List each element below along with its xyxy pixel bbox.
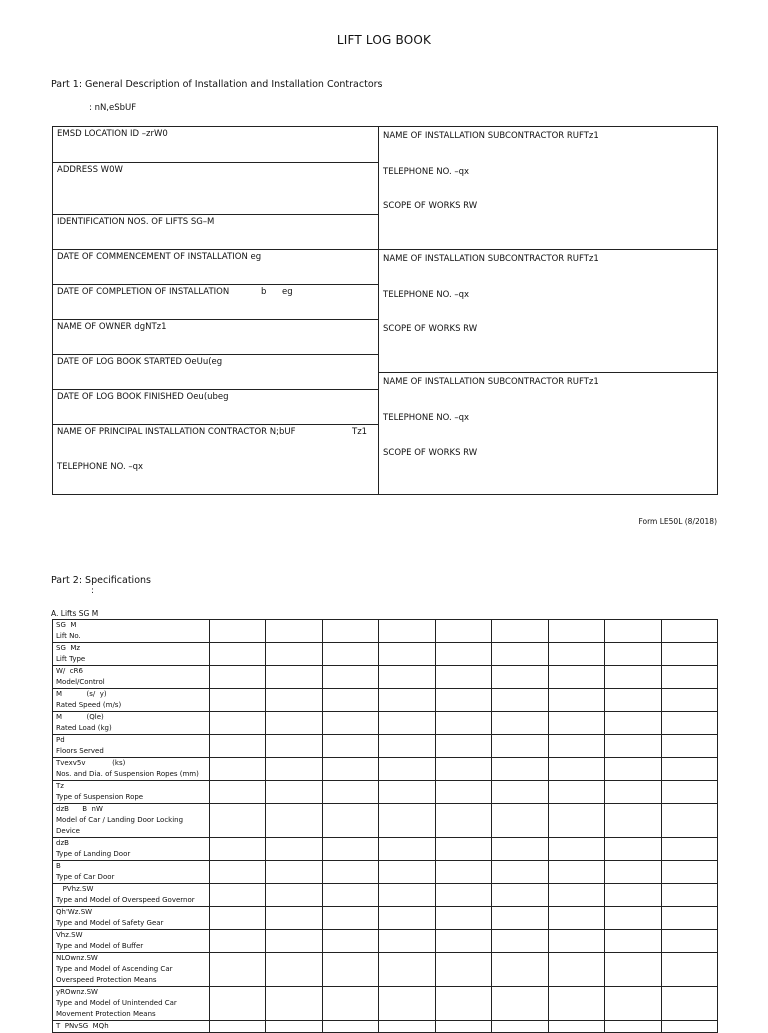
- spec-value-cell[interactable]: [322, 666, 378, 689]
- spec-value-cell[interactable]: [210, 907, 266, 930]
- spec-value-cell[interactable]: [605, 838, 661, 861]
- spec-value-cell[interactable]: [605, 861, 661, 884]
- spec-value-cell[interactable]: [322, 735, 378, 758]
- spec-label-cell: [53, 735, 210, 758]
- spec-value-cell[interactable]: [266, 953, 322, 987]
- completion-b: b: [261, 287, 267, 297]
- column-divider: [378, 127, 379, 494]
- spec-label-en: Nos. and Dia. of Suspension Ropes (mm): [56, 770, 199, 778]
- spec-label-zh: Tz: [56, 782, 64, 790]
- spec-value-cell[interactable]: [379, 666, 435, 689]
- spec-value-cell[interactable]: [266, 804, 322, 838]
- spec-value-cell[interactable]: [379, 907, 435, 930]
- row-divider: [53, 284, 378, 285]
- completion-label: DATE OF COMPLETION OF INSTALLATION: [57, 287, 230, 297]
- spec-value-cell[interactable]: [661, 838, 718, 861]
- spec-label-cell: [53, 884, 210, 907]
- spec-label-cell: [53, 781, 210, 804]
- spec-value-cell[interactable]: [492, 620, 548, 643]
- spec-value-cell[interactable]: [435, 781, 491, 804]
- spec-value-cell[interactable]: [492, 735, 548, 758]
- spec-value-cell[interactable]: [661, 735, 718, 758]
- table-row: [53, 620, 718, 643]
- address-label: ADDRESS W0W: [57, 165, 123, 175]
- spec-label-en: Type of Landing Door: [56, 850, 131, 858]
- spec-value-cell[interactable]: [266, 838, 322, 861]
- spec-value-cell[interactable]: [661, 987, 718, 1021]
- spec-value-cell[interactable]: [492, 666, 548, 689]
- spec-value-cell[interactable]: [435, 643, 491, 666]
- spec-value-cell[interactable]: [379, 804, 435, 838]
- spec-value-cell[interactable]: [379, 758, 435, 781]
- spec-value-cell[interactable]: [322, 987, 378, 1021]
- spec-value-cell[interactable]: [661, 884, 718, 907]
- spec-value-cell[interactable]: [605, 712, 661, 735]
- spec-value-cell[interactable]: [435, 987, 491, 1021]
- spec-value-cell[interactable]: [266, 735, 322, 758]
- spec-value-cell[interactable]: [379, 987, 435, 1021]
- spec-value-cell[interactable]: [210, 735, 266, 758]
- spec-value-cell[interactable]: [548, 930, 604, 953]
- spec-value-cell[interactable]: [661, 930, 718, 953]
- part2-subtitle: :: [91, 586, 94, 596]
- spec-value-cell[interactable]: [661, 1021, 718, 1033]
- spec-value-cell[interactable]: [266, 907, 322, 930]
- spec-label-zh: W/ cR6: [56, 667, 83, 675]
- spec-value-cell[interactable]: [492, 987, 548, 1021]
- spec-value-cell[interactable]: [379, 620, 435, 643]
- spec-label-cell: [53, 907, 210, 930]
- table-row: [53, 712, 718, 735]
- principal-contractor-label: NAME OF PRINCIPAL INSTALLATION CONTRACTOR N;bUF: [57, 427, 296, 437]
- spec-value-cell[interactable]: [548, 620, 604, 643]
- subcontractor-2-scope: SCOPE OF WORKS RW: [383, 324, 478, 334]
- table-row: [53, 781, 718, 804]
- table-row: [53, 907, 718, 930]
- spec-value-cell[interactable]: [548, 861, 604, 884]
- spec-label-cell: [53, 643, 210, 666]
- spec-value-cell[interactable]: [492, 953, 548, 987]
- spec-value-cell[interactable]: [492, 758, 548, 781]
- spec-value-cell[interactable]: [435, 712, 491, 735]
- subcontractor-2-name: NAME OF INSTALLATION SUBCONTRACTOR RUFTz1: [383, 254, 599, 264]
- spec-value-cell[interactable]: [266, 930, 322, 953]
- spec-value-cell[interactable]: [210, 838, 266, 861]
- spec-value-cell[interactable]: [492, 930, 548, 953]
- spec-value-cell[interactable]: [435, 838, 491, 861]
- spec-value-cell[interactable]: [379, 1021, 435, 1033]
- spec-value-cell[interactable]: [492, 712, 548, 735]
- spec-value-cell[interactable]: [266, 884, 322, 907]
- subcontractor-1-scope: SCOPE OF WORKS RW: [383, 201, 478, 211]
- spec-value-cell[interactable]: [661, 620, 718, 643]
- spec-label-cell: [53, 758, 210, 781]
- spec-label-zh: B: [56, 862, 61, 870]
- commencement-label: DATE OF COMMENCEMENT OF INSTALLATION eg: [57, 252, 262, 262]
- spec-value-cell[interactable]: [322, 907, 378, 930]
- spec-label-zh: Vhz.SW: [56, 931, 83, 939]
- spec-value-cell[interactable]: [266, 620, 322, 643]
- spec-value-cell[interactable]: [548, 689, 604, 712]
- spec-value-cell[interactable]: [210, 643, 266, 666]
- spec-label-en: Floors Served: [56, 747, 104, 755]
- subcontractor-3-scope: SCOPE OF WORKS RW: [383, 448, 478, 458]
- spec-value-cell[interactable]: [210, 689, 266, 712]
- spec-value-cell[interactable]: [379, 953, 435, 987]
- spec-label-en: Rated Load (kg): [56, 724, 112, 732]
- table-row: [53, 987, 718, 1021]
- table-row: [53, 930, 718, 953]
- spec-value-cell[interactable]: [210, 930, 266, 953]
- spec-value-cell[interactable]: [605, 884, 661, 907]
- spec-value-cell[interactable]: [266, 758, 322, 781]
- spec-label-cell: [53, 953, 210, 987]
- row-divider: [378, 249, 718, 250]
- spec-value-cell[interactable]: [435, 735, 491, 758]
- spec-label-en: Type of Suspension Rope: [56, 793, 144, 801]
- spec-value-cell[interactable]: [548, 884, 604, 907]
- spec-label-en: Type and Model of Ascending Car Overspeed Protection Means: [56, 965, 173, 984]
- spec-label-en: Rated Speed (m/s): [56, 701, 122, 709]
- spec-label-en: Model/Control: [56, 678, 105, 686]
- spec-label-zh: M (Qle): [56, 713, 104, 721]
- spec-value-cell[interactable]: [210, 804, 266, 838]
- row-divider: [53, 249, 378, 250]
- spec-value-cell[interactable]: [435, 953, 491, 987]
- spec-value-cell[interactable]: [266, 643, 322, 666]
- spec-value-cell[interactable]: [210, 666, 266, 689]
- spec-label-zh: NLOwnz.SW: [56, 954, 98, 962]
- row-divider: [53, 214, 378, 215]
- spec-label-cell: [53, 838, 210, 861]
- spec-value-cell[interactable]: [266, 781, 322, 804]
- spec-label-zh: Tvexv5v (ks): [56, 759, 126, 767]
- spec-value-cell[interactable]: [605, 735, 661, 758]
- spec-value-cell[interactable]: [322, 838, 378, 861]
- spec-value-cell[interactable]: [322, 689, 378, 712]
- row-divider: [378, 372, 718, 373]
- subcontractor-1-telephone: TELEPHONE NO. –qx: [383, 167, 470, 177]
- spec-value-cell[interactable]: [661, 804, 718, 838]
- spec-value-cell[interactable]: [661, 712, 718, 735]
- spec-value-cell[interactable]: [435, 907, 491, 930]
- spec-value-cell[interactable]: [322, 930, 378, 953]
- table-row: [53, 735, 718, 758]
- spec-value-cell[interactable]: [605, 1021, 661, 1033]
- spec-value-cell[interactable]: [548, 712, 604, 735]
- spec-value-cell[interactable]: [605, 930, 661, 953]
- spec-value-cell[interactable]: [605, 758, 661, 781]
- completion-eg: eg: [282, 287, 293, 297]
- form-code: Form LE50L (8/2018): [638, 517, 717, 526]
- spec-value-cell[interactable]: [379, 712, 435, 735]
- spec-label-zh: PVhz.SW: [56, 885, 94, 893]
- table-row: [53, 1021, 718, 1033]
- spec-value-cell[interactable]: [661, 689, 718, 712]
- emsd-location-label: EMSD LOCATION ID –zrW0: [57, 129, 168, 139]
- spec-value-cell[interactable]: [379, 689, 435, 712]
- spec-value-cell[interactable]: [435, 666, 491, 689]
- spec-value-cell[interactable]: [661, 953, 718, 987]
- part2-heading: Part 2: Specifications: [51, 575, 151, 586]
- table-row: [53, 838, 718, 861]
- spec-value-cell[interactable]: [266, 689, 322, 712]
- spec-label-cell: [53, 861, 210, 884]
- spec-value-cell[interactable]: [548, 953, 604, 987]
- lifts-section-label: A. Lifts SG M: [51, 609, 99, 618]
- spec-label-en: Lift No.: [56, 632, 81, 640]
- spec-label-cell: [53, 620, 210, 643]
- spec-value-cell[interactable]: [548, 781, 604, 804]
- spec-value-cell[interactable]: [210, 884, 266, 907]
- spec-label-zh: T PNvSG MQh: [56, 1022, 109, 1030]
- spec-label-zh: Qh'Wz.SW: [56, 908, 93, 916]
- spec-value-cell[interactable]: [322, 781, 378, 804]
- specifications-table: [52, 619, 718, 1033]
- spec-value-cell[interactable]: [379, 884, 435, 907]
- table-row: [53, 758, 718, 781]
- part1-subtitle: : nN,eSbUF: [89, 103, 137, 113]
- spec-value-cell[interactable]: [210, 620, 266, 643]
- logbook-started-label: DATE OF LOG BOOK STARTED OeUu(eg: [57, 357, 223, 367]
- spec-value-cell[interactable]: [322, 758, 378, 781]
- page-title: LIFT LOG BOOK: [336, 33, 432, 47]
- spec-value-cell[interactable]: [548, 1021, 604, 1033]
- spec-label-en: Model of Car / Landing Door Locking Device: [56, 816, 184, 835]
- spec-value-cell[interactable]: [605, 781, 661, 804]
- spec-label-cell: [53, 712, 210, 735]
- spec-value-cell[interactable]: [661, 666, 718, 689]
- spec-label-cell: [53, 930, 210, 953]
- spec-value-cell[interactable]: [435, 689, 491, 712]
- spec-value-cell[interactable]: [548, 758, 604, 781]
- part1-heading: Part 1: General Description of Installation and Installation Contractors: [51, 79, 383, 90]
- spec-value-cell[interactable]: [661, 861, 718, 884]
- spec-value-cell[interactable]: [492, 861, 548, 884]
- spec-value-cell[interactable]: [492, 838, 548, 861]
- identification-label: IDENTIFICATION NOS. OF LIFTS SG–M: [57, 217, 215, 227]
- spec-value-cell[interactable]: [322, 1021, 378, 1033]
- spec-value-cell[interactable]: [548, 643, 604, 666]
- spec-value-cell[interactable]: [605, 987, 661, 1021]
- spec-value-cell[interactable]: [548, 735, 604, 758]
- spec-label-zh: Pd: [56, 736, 65, 744]
- spec-label-en: Lift Type: [56, 655, 86, 663]
- spec-value-cell[interactable]: [322, 620, 378, 643]
- row-divider: [53, 389, 378, 390]
- spec-value-cell[interactable]: [548, 987, 604, 1021]
- logbook-finished-label: DATE OF LOG BOOK FINISHED Oeu(ubeg: [57, 392, 229, 402]
- spec-value-cell[interactable]: [210, 861, 266, 884]
- spec-value-cell[interactable]: [492, 804, 548, 838]
- row-divider: [53, 162, 378, 163]
- spec-value-cell[interactable]: [661, 758, 718, 781]
- spec-value-cell[interactable]: [266, 861, 322, 884]
- spec-value-cell[interactable]: [661, 907, 718, 930]
- spec-value-cell[interactable]: [322, 884, 378, 907]
- spec-value-cell[interactable]: [492, 907, 548, 930]
- spec-value-cell[interactable]: [661, 781, 718, 804]
- table-row: [53, 689, 718, 712]
- table-row: [53, 666, 718, 689]
- spec-value-cell[interactable]: [379, 930, 435, 953]
- spec-value-cell[interactable]: [492, 643, 548, 666]
- subcontractor-2-telephone: TELEPHONE NO. –qx: [383, 290, 470, 300]
- spec-value-cell[interactable]: [322, 804, 378, 838]
- general-description-table: [52, 126, 718, 495]
- spec-label-en: Type and Model of Overspeed Governor: [56, 896, 195, 904]
- spec-value-cell[interactable]: [379, 861, 435, 884]
- spec-value-cell[interactable]: [548, 666, 604, 689]
- spec-value-cell[interactable]: [492, 1021, 548, 1033]
- spec-value-cell[interactable]: [548, 907, 604, 930]
- spec-value-cell[interactable]: [605, 907, 661, 930]
- spec-value-cell[interactable]: [661, 643, 718, 666]
- spec-value-cell[interactable]: [379, 781, 435, 804]
- table-row: [53, 884, 718, 907]
- spec-label-cell: [53, 804, 210, 838]
- spec-value-cell[interactable]: [605, 620, 661, 643]
- principal-telephone-label: TELEPHONE NO. –qx: [57, 462, 144, 472]
- spec-label-zh: yROwnz.SW: [56, 988, 98, 996]
- spec-value-cell[interactable]: [605, 804, 661, 838]
- spec-label-zh: dzB B nW: [56, 805, 103, 813]
- spec-value-cell[interactable]: [322, 861, 378, 884]
- spec-value-cell[interactable]: [492, 884, 548, 907]
- spec-value-cell[interactable]: [435, 930, 491, 953]
- spec-label-zh: SG M: [56, 621, 77, 629]
- spec-label-zh: dzB: [56, 839, 69, 847]
- spec-value-cell[interactable]: [548, 804, 604, 838]
- row-divider: [53, 424, 378, 425]
- spec-value-cell[interactable]: [210, 953, 266, 987]
- spec-value-cell[interactable]: [548, 838, 604, 861]
- row-divider: [53, 319, 378, 320]
- table-row: [53, 861, 718, 884]
- subcontractor-3-telephone: TELEPHONE NO. –qx: [383, 413, 470, 423]
- spec-value-cell[interactable]: [266, 987, 322, 1021]
- spec-value-cell[interactable]: [435, 758, 491, 781]
- spec-value-cell[interactable]: [605, 643, 661, 666]
- spec-value-cell[interactable]: [266, 1021, 322, 1033]
- subcontractor-3-name: NAME OF INSTALLATION SUBCONTRACTOR RUFTz1: [383, 377, 599, 387]
- spec-value-cell[interactable]: [210, 712, 266, 735]
- row-divider: [53, 354, 378, 355]
- spec-value-cell[interactable]: [266, 666, 322, 689]
- spec-label-cell: [53, 689, 210, 712]
- spec-value-cell[interactable]: [322, 953, 378, 987]
- spec-label-cell: [53, 987, 210, 1021]
- spec-value-cell[interactable]: [435, 804, 491, 838]
- principal-tz: Tz1: [352, 427, 368, 437]
- spec-value-cell[interactable]: [210, 781, 266, 804]
- spec-value-cell[interactable]: [210, 1021, 266, 1033]
- spec-value-cell[interactable]: [492, 781, 548, 804]
- spec-value-cell[interactable]: [210, 758, 266, 781]
- spec-label-en: Type and Model of Unintended Car Movement Protection Means: [56, 999, 177, 1018]
- spec-value-cell[interactable]: [605, 689, 661, 712]
- spec-value-cell[interactable]: [435, 1021, 491, 1033]
- spec-label-zh: SG Mz: [56, 644, 81, 652]
- table-row: [53, 953, 718, 987]
- spec-label-en: Type and Model of Safety Gear: [56, 919, 164, 927]
- spec-label-en: Type and Model of Buffer: [56, 942, 144, 950]
- spec-value-cell[interactable]: [435, 620, 491, 643]
- owner-label: NAME OF OWNER dgNTz1: [57, 322, 167, 332]
- spec-value-cell[interactable]: [322, 643, 378, 666]
- table-row: [53, 643, 718, 666]
- subcontractor-1-name: NAME OF INSTALLATION SUBCONTRACTOR RUFTz1: [383, 131, 599, 141]
- spec-value-cell[interactable]: [435, 861, 491, 884]
- spec-value-cell[interactable]: [379, 643, 435, 666]
- spec-value-cell[interactable]: [605, 953, 661, 987]
- spec-label-cell: [53, 1021, 210, 1033]
- spec-value-cell[interactable]: [379, 838, 435, 861]
- spec-value-cell[interactable]: [379, 735, 435, 758]
- table-row: [53, 804, 718, 838]
- spec-label-cell: [53, 666, 210, 689]
- spec-value-cell[interactable]: [492, 689, 548, 712]
- spec-value-cell[interactable]: [605, 666, 661, 689]
- spec-label-zh: M (s/ y): [56, 690, 107, 698]
- spec-value-cell[interactable]: [322, 712, 378, 735]
- spec-value-cell[interactable]: [266, 712, 322, 735]
- spec-label-en: Type of Car Door: [56, 873, 115, 881]
- spec-value-cell[interactable]: [210, 987, 266, 1021]
- spec-value-cell[interactable]: [435, 884, 491, 907]
